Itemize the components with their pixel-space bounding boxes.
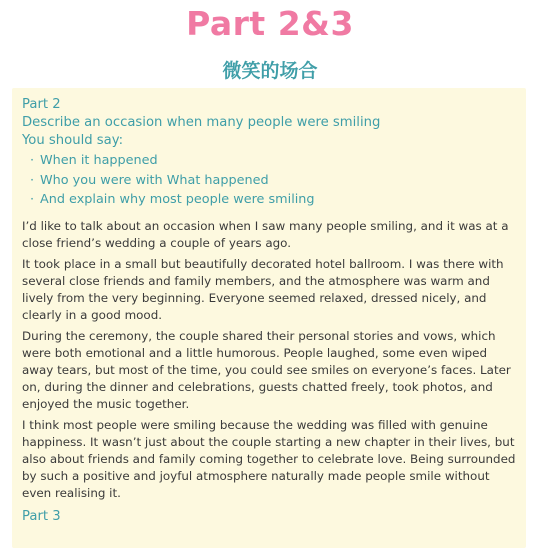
cue-bullet-text: When it happened bbox=[40, 153, 158, 168]
card-content bbox=[22, 96, 522, 526]
cue-bullet bbox=[22, 190, 522, 210]
part2-label: Part 2 bbox=[22, 97, 61, 112]
cue-bullet bbox=[22, 151, 522, 171]
page-title: Part 2&3 bbox=[186, 4, 354, 43]
part3-label: Part 3 bbox=[22, 508, 61, 524]
answer-paragraph: I’d like to talk about an occasion when I saw many people smiling, and it was at a close friend’s wedding a couple of years ago. bbox=[22, 218, 509, 250]
answer-paragraph: I think most people were smiling because the wedding was filled with genuine happiness. It wasn’t just about the couple starting a new chapter in their lives, but also about friends and family coming together to celebrate love. Being surrounded by such a positive and joyful atmosphere naturally made people smile without even realising it. bbox=[22, 417, 516, 500]
cue-bullet bbox=[22, 171, 522, 191]
bullet-dot-icon: · bbox=[30, 172, 35, 188]
bullet-dot-icon: · bbox=[30, 192, 35, 207]
bullet-dot-icon: · bbox=[30, 153, 35, 168]
answer-paragraph: It took place in a small but beautifully decorated hotel ballroom. I was there with several close friends and family members, and the atmosphere was warm and lively from the very beginning. Everyone seemed relaxed, dressed nicely, and clearly in a good mood. bbox=[22, 256, 504, 322]
content-card bbox=[12, 88, 526, 548]
answer-paragraph: During the ceremony, the couple shared their personal stories and vows, which were both emotional and a little humorous. People laughed, some even wiped away tears, but most of the time, you could see smiles on everyone’s faces. Later on, during the dinner and celebrations, guests chatted freely, took photos, and enjoyed the music together. bbox=[22, 328, 511, 411]
cue-bullet-text: And explain why most people were smiling bbox=[40, 192, 315, 207]
cue-bullet-text: Who you were with What happened bbox=[40, 172, 269, 188]
page-subtitle: 微笑的场合 bbox=[222, 60, 318, 82]
cue-card-bullets bbox=[22, 151, 522, 210]
you-should-say-label: You should say: bbox=[22, 133, 124, 148]
cue-card-prompt: Describe an occasion when many people were smiling bbox=[22, 115, 381, 130]
